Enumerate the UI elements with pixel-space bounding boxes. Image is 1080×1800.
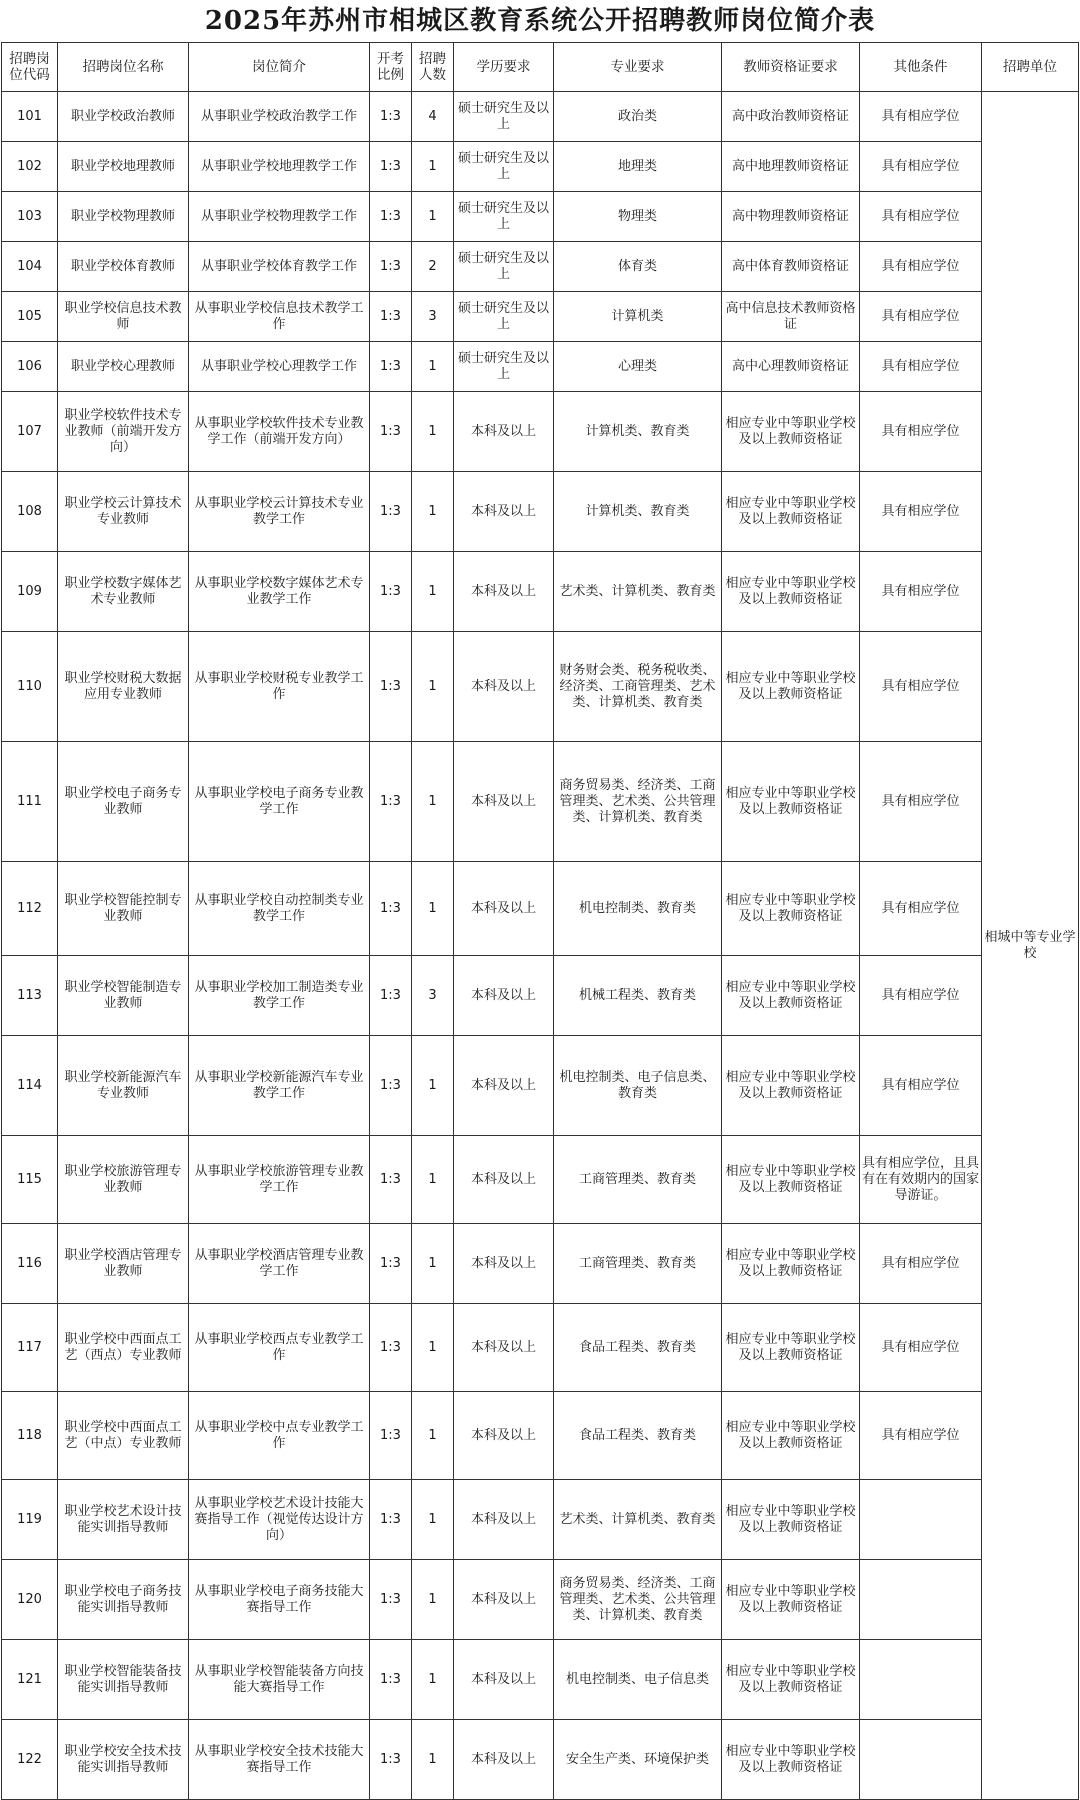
other-cell: 具有相应学位 — [860, 242, 982, 292]
intro-cell: 从事职业学校云计算技术专业教学工作 — [189, 472, 370, 552]
intro-cell: 从事职业学校软件技术专业教学工作（前端开发方向） — [189, 392, 370, 472]
table-row — [2, 1560, 1079, 1640]
cert-cell: 相应专业中等职业学校及以上教师资格证 — [722, 1720, 860, 1800]
name-cell: 职业学校电子商务技能实训指导教师 — [58, 1560, 189, 1640]
code-cell: 122 — [2, 1720, 58, 1800]
cert-cell: 相应专业中等职业学校及以上教师资格证 — [722, 632, 860, 742]
major-cell: 计算机类、教育类 — [554, 472, 722, 552]
intro-cell: 从事职业学校政治教学工作 — [189, 92, 370, 142]
name-cell: 职业学校旅游管理专业教师 — [58, 1136, 189, 1224]
code-cell: 108 — [2, 472, 58, 552]
edu-cell: 本科及以上 — [454, 1480, 554, 1560]
positions-table — [1, 42, 1079, 1800]
count-cell: 1 — [412, 392, 454, 472]
name-cell: 职业学校数字媒体艺术专业教师 — [58, 552, 189, 632]
intro-cell: 从事职业学校体育教学工作 — [189, 242, 370, 292]
ratio-cell: 1:3 — [370, 192, 412, 242]
table-row — [2, 92, 1079, 142]
code-cell: 113 — [2, 956, 58, 1036]
edu-cell: 硕士研究生及以上 — [454, 242, 554, 292]
ratio-cell: 1:3 — [370, 1304, 412, 1392]
edu-cell: 硕士研究生及以上 — [454, 142, 554, 192]
cert-cell: 相应专业中等职业学校及以上教师资格证 — [722, 1640, 860, 1720]
major-cell: 工商管理类、教育类 — [554, 1224, 722, 1304]
table-row — [2, 742, 1079, 862]
edu-cell: 本科及以上 — [454, 392, 554, 472]
code-cell: 104 — [2, 242, 58, 292]
code-cell: 120 — [2, 1560, 58, 1640]
count-cell: 1 — [412, 1136, 454, 1224]
other-cell: 具有相应学位 — [860, 292, 982, 342]
count-cell: 1 — [412, 742, 454, 862]
table-row — [2, 862, 1079, 956]
major-cell: 工商管理类、教育类 — [554, 1136, 722, 1224]
intro-cell: 从事职业学校心理教学工作 — [189, 342, 370, 392]
major-cell: 艺术类、计算机类、教育类 — [554, 1480, 722, 1560]
code-cell: 114 — [2, 1036, 58, 1136]
table-row — [2, 392, 1079, 472]
code-cell: 103 — [2, 192, 58, 242]
table-row — [2, 1304, 1079, 1392]
count-cell: 2 — [412, 242, 454, 292]
cert-cell: 高中地理教师资格证 — [722, 142, 860, 192]
count-cell: 4 — [412, 92, 454, 142]
count-cell: 1 — [412, 472, 454, 552]
count-cell: 3 — [412, 956, 454, 1036]
other-cell: 具有相应学位 — [860, 742, 982, 862]
major-cell: 食品工程类、教育类 — [554, 1392, 722, 1480]
code-cell: 107 — [2, 392, 58, 472]
header-cert: 教师资格证要求 — [722, 43, 860, 92]
table-row — [2, 1036, 1079, 1136]
count-cell: 1 — [412, 1560, 454, 1640]
header-employer: 招聘单位 — [982, 43, 1079, 92]
edu-cell: 硕士研究生及以上 — [454, 342, 554, 392]
code-cell: 117 — [2, 1304, 58, 1392]
cert-cell: 高中信息技术教师资格证 — [722, 292, 860, 342]
name-cell: 职业学校信息技术教师 — [58, 292, 189, 342]
cert-cell: 相应专业中等职业学校及以上教师资格证 — [722, 1560, 860, 1640]
intro-cell: 从事职业学校物理教学工作 — [189, 192, 370, 242]
table-row — [2, 1720, 1079, 1800]
edu-cell: 本科及以上 — [454, 956, 554, 1036]
code-cell: 109 — [2, 552, 58, 632]
other-cell: 具有相应学位 — [860, 1392, 982, 1480]
count-cell: 1 — [412, 1720, 454, 1800]
count-cell: 1 — [412, 342, 454, 392]
name-cell: 职业学校新能源汽车专业教师 — [58, 1036, 189, 1136]
count-cell: 1 — [412, 1392, 454, 1480]
ratio-cell: 1:3 — [370, 1392, 412, 1480]
ratio-cell: 1:3 — [370, 142, 412, 192]
edu-cell: 本科及以上 — [454, 1036, 554, 1136]
edu-cell: 本科及以上 — [454, 1720, 554, 1800]
edu-cell: 本科及以上 — [454, 1224, 554, 1304]
other-cell: 具有相应学位 — [860, 472, 982, 552]
other-cell: 具有相应学位 — [860, 142, 982, 192]
ratio-cell: 1:3 — [370, 242, 412, 292]
name-cell: 职业学校地理教师 — [58, 142, 189, 192]
table-row — [2, 342, 1079, 392]
other-cell — [860, 1720, 982, 1800]
major-cell: 食品工程类、教育类 — [554, 1304, 722, 1392]
code-cell: 106 — [2, 342, 58, 392]
cert-cell: 相应专业中等职业学校及以上教师资格证 — [722, 862, 860, 956]
major-cell: 体育类 — [554, 242, 722, 292]
other-cell: 具有相应学位 — [860, 342, 982, 392]
other-cell — [860, 1480, 982, 1560]
code-cell: 105 — [2, 292, 58, 342]
other-cell: 具有相应学位 — [860, 552, 982, 632]
name-cell: 职业学校体育教师 — [58, 242, 189, 292]
ratio-cell: 1:3 — [370, 1640, 412, 1720]
header-row — [2, 43, 1079, 92]
name-cell: 职业学校物理教师 — [58, 192, 189, 242]
other-cell: 具有相应学位 — [860, 392, 982, 472]
cert-cell: 相应专业中等职业学校及以上教师资格证 — [722, 552, 860, 632]
edu-cell: 本科及以上 — [454, 552, 554, 632]
edu-cell: 本科及以上 — [454, 472, 554, 552]
count-cell: 1 — [412, 1304, 454, 1392]
intro-cell: 从事职业学校信息技术教学工作 — [189, 292, 370, 342]
code-cell: 101 — [2, 92, 58, 142]
major-cell: 商务贸易类、经济类、工商管理类、艺术类、公共管理类、计算机类、教育类 — [554, 1560, 722, 1640]
code-cell: 111 — [2, 742, 58, 862]
edu-cell: 本科及以上 — [454, 742, 554, 862]
other-cell: 具有相应学位 — [860, 632, 982, 742]
major-cell: 艺术类、计算机类、教育类 — [554, 552, 722, 632]
intro-cell: 从事职业学校艺术设计技能大赛指导工作（视觉传达设计方向） — [189, 1480, 370, 1560]
ratio-cell: 1:3 — [370, 1560, 412, 1640]
count-cell: 1 — [412, 192, 454, 242]
employer-cell: 相城中等专业学校 — [982, 92, 1079, 1800]
table-body — [2, 92, 1079, 1800]
major-cell: 机电控制类、教育类 — [554, 862, 722, 956]
code-cell: 110 — [2, 632, 58, 742]
other-cell: 具有相应学位，且具有在有效期内的国家导游证。 — [860, 1136, 982, 1224]
cert-cell: 相应专业中等职业学校及以上教师资格证 — [722, 1136, 860, 1224]
table-row — [2, 142, 1079, 192]
table-row — [2, 472, 1079, 552]
table-row — [2, 192, 1079, 242]
header-edu: 学历要求 — [454, 43, 554, 92]
intro-cell: 从事职业学校自动控制类专业教学工作 — [189, 862, 370, 956]
code-cell: 102 — [2, 142, 58, 192]
ratio-cell: 1:3 — [370, 1480, 412, 1560]
edu-cell: 硕士研究生及以上 — [454, 92, 554, 142]
ratio-cell: 1:3 — [370, 342, 412, 392]
intro-cell: 从事职业学校安全技术技能大赛指导工作 — [189, 1720, 370, 1800]
count-cell: 1 — [412, 1224, 454, 1304]
intro-cell: 从事职业学校数字媒体艺术专业教学工作 — [189, 552, 370, 632]
header-other: 其他条件 — [860, 43, 982, 92]
header-major: 专业要求 — [554, 43, 722, 92]
header-count: 招聘人数 — [412, 43, 454, 92]
ratio-cell: 1:3 — [370, 862, 412, 956]
edu-cell: 本科及以上 — [454, 1560, 554, 1640]
code-cell: 121 — [2, 1640, 58, 1720]
intro-cell: 从事职业学校电子商务专业教学工作 — [189, 742, 370, 862]
cert-cell: 相应专业中等职业学校及以上教师资格证 — [722, 742, 860, 862]
intro-cell: 从事职业学校旅游管理专业教学工作 — [189, 1136, 370, 1224]
major-cell: 心理类 — [554, 342, 722, 392]
cert-cell: 相应专业中等职业学校及以上教师资格证 — [722, 392, 860, 472]
count-cell: 1 — [412, 1036, 454, 1136]
table-row — [2, 1640, 1079, 1720]
count-cell: 1 — [412, 862, 454, 956]
other-cell: 具有相应学位 — [860, 1224, 982, 1304]
intro-cell: 从事职业学校西点专业教学工作 — [189, 1304, 370, 1392]
name-cell: 职业学校安全技术技能实训指导教师 — [58, 1720, 189, 1800]
ratio-cell: 1:3 — [370, 292, 412, 342]
other-cell: 具有相应学位 — [860, 192, 982, 242]
count-cell: 1 — [412, 142, 454, 192]
edu-cell: 本科及以上 — [454, 1640, 554, 1720]
major-cell: 物理类 — [554, 192, 722, 242]
name-cell: 职业学校智能制造专业教师 — [58, 956, 189, 1036]
major-cell: 商务贸易类、经济类、工商管理类、艺术类、公共管理类、计算机类、教育类 — [554, 742, 722, 862]
code-cell: 116 — [2, 1224, 58, 1304]
ratio-cell: 1:3 — [370, 1720, 412, 1800]
ratio-cell: 1:3 — [370, 956, 412, 1036]
header-ratio: 开考比例 — [370, 43, 412, 92]
name-cell: 职业学校电子商务专业教师 — [58, 742, 189, 862]
edu-cell: 硕士研究生及以上 — [454, 292, 554, 342]
major-cell: 计算机类 — [554, 292, 722, 342]
intro-cell: 从事职业学校财税专业教学工作 — [189, 632, 370, 742]
major-cell: 财务财会类、税务税收类、经济类、工商管理类、艺术类、计算机类、教育类 — [554, 632, 722, 742]
cert-cell: 相应专业中等职业学校及以上教师资格证 — [722, 1224, 860, 1304]
name-cell: 职业学校政治教师 — [58, 92, 189, 142]
cert-cell: 相应专业中等职业学校及以上教师资格证 — [722, 1036, 860, 1136]
intro-cell: 从事职业学校新能源汽车专业教学工作 — [189, 1036, 370, 1136]
major-cell: 机电控制类、电子信息类、教育类 — [554, 1036, 722, 1136]
ratio-cell: 1:3 — [370, 92, 412, 142]
name-cell: 职业学校软件技术专业教师（前端开发方向） — [58, 392, 189, 472]
intro-cell: 从事职业学校中点专业教学工作 — [189, 1392, 370, 1480]
cert-cell: 相应专业中等职业学校及以上教师资格证 — [722, 1392, 860, 1480]
ratio-cell: 1:3 — [370, 1136, 412, 1224]
table-row — [2, 1480, 1079, 1560]
intro-cell: 从事职业学校酒店管理专业教学工作 — [189, 1224, 370, 1304]
major-cell: 安全生产类、环境保护类 — [554, 1720, 722, 1800]
table-row — [2, 1136, 1079, 1224]
name-cell: 职业学校心理教师 — [58, 342, 189, 392]
edu-cell: 本科及以上 — [454, 1392, 554, 1480]
count-cell: 1 — [412, 1480, 454, 1560]
code-cell: 118 — [2, 1392, 58, 1480]
cert-cell: 高中心理教师资格证 — [722, 342, 860, 392]
edu-cell: 本科及以上 — [454, 862, 554, 956]
other-cell: 具有相应学位 — [860, 1036, 982, 1136]
cert-cell: 相应专业中等职业学校及以上教师资格证 — [722, 472, 860, 552]
name-cell: 职业学校酒店管理专业教师 — [58, 1224, 189, 1304]
cert-cell: 高中物理教师资格证 — [722, 192, 860, 242]
ratio-cell: 1:3 — [370, 392, 412, 472]
other-cell: 具有相应学位 — [860, 92, 982, 142]
ratio-cell: 1:3 — [370, 1224, 412, 1304]
name-cell: 职业学校智能控制专业教师 — [58, 862, 189, 956]
major-cell: 机电控制类、电子信息类 — [554, 1640, 722, 1720]
other-cell: 具有相应学位 — [860, 862, 982, 956]
table-row — [2, 632, 1079, 742]
name-cell: 职业学校中西面点工艺（中点）专业教师 — [58, 1392, 189, 1480]
other-cell — [860, 1640, 982, 1720]
header-code: 招聘岗位代码 — [2, 43, 58, 92]
table-row — [2, 1392, 1079, 1480]
count-cell: 1 — [412, 552, 454, 632]
major-cell: 机械工程类、教育类 — [554, 956, 722, 1036]
other-cell: 具有相应学位 — [860, 1304, 982, 1392]
intro-cell: 从事职业学校地理教学工作 — [189, 142, 370, 192]
name-cell: 职业学校智能装备技能实训指导教师 — [58, 1640, 189, 1720]
count-cell: 1 — [412, 1640, 454, 1720]
ratio-cell: 1:3 — [370, 632, 412, 742]
other-cell — [860, 1560, 982, 1640]
intro-cell: 从事职业学校智能装备方向技能大赛指导工作 — [189, 1640, 370, 1720]
ratio-cell: 1:3 — [370, 742, 412, 862]
name-cell: 职业学校云计算技术专业教师 — [58, 472, 189, 552]
intro-cell: 从事职业学校电子商务技能大赛指导工作 — [189, 1560, 370, 1640]
ratio-cell: 1:3 — [370, 1036, 412, 1136]
cert-cell: 高中体育教师资格证 — [722, 242, 860, 292]
edu-cell: 本科及以上 — [454, 632, 554, 742]
table-row — [2, 1224, 1079, 1304]
table-row — [2, 552, 1079, 632]
table-row — [2, 242, 1079, 292]
ratio-cell: 1:3 — [370, 552, 412, 632]
edu-cell: 本科及以上 — [454, 1304, 554, 1392]
name-cell: 职业学校财税大数据应用专业教师 — [58, 632, 189, 742]
major-cell: 政治类 — [554, 92, 722, 142]
count-cell: 1 — [412, 632, 454, 742]
name-cell: 职业学校艺术设计技能实训指导教师 — [58, 1480, 189, 1560]
header-intro: 岗位简介 — [189, 43, 370, 92]
count-cell: 3 — [412, 292, 454, 342]
code-cell: 119 — [2, 1480, 58, 1560]
code-cell: 115 — [2, 1136, 58, 1224]
intro-cell: 从事职业学校加工制造类专业教学工作 — [189, 956, 370, 1036]
major-cell: 地理类 — [554, 142, 722, 192]
page-title: 2025年苏州市相城区教育系统公开招聘教师岗位简介表 — [204, 6, 876, 36]
table-row — [2, 956, 1079, 1036]
major-cell: 计算机类、教育类 — [554, 392, 722, 472]
cert-cell: 高中政治教师资格证 — [722, 92, 860, 142]
name-cell: 职业学校中西面点工艺（西点）专业教师 — [58, 1304, 189, 1392]
ratio-cell: 1:3 — [370, 472, 412, 552]
edu-cell: 本科及以上 — [454, 1136, 554, 1224]
table-row — [2, 292, 1079, 342]
cert-cell: 相应专业中等职业学校及以上教师资格证 — [722, 1480, 860, 1560]
edu-cell: 硕士研究生及以上 — [454, 192, 554, 242]
cert-cell: 相应专业中等职业学校及以上教师资格证 — [722, 1304, 860, 1392]
header-name: 招聘岗位名称 — [58, 43, 189, 92]
other-cell: 具有相应学位 — [860, 956, 982, 1036]
code-cell: 112 — [2, 862, 58, 956]
cert-cell: 相应专业中等职业学校及以上教师资格证 — [722, 956, 860, 1036]
